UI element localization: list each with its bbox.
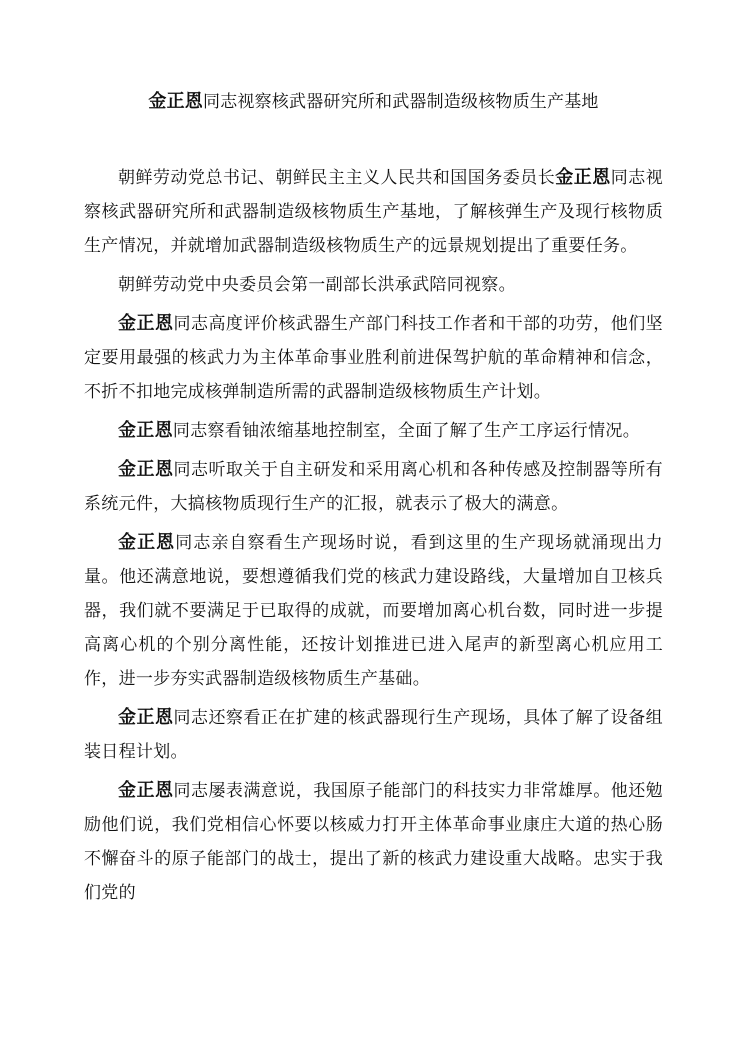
paragraph-8-text: 同志屡表满意说，我国原子能部门的科技实力非常雄厚。他还勉励他们说，我们党相信心怀要以核威力打开主体革命事业康庄大道的热心肠不懈奋斗的原子能部门的战士，提出了新的核武力建设重大战略。忠实于我们党的 [84,781,663,903]
paragraph-6 [84,526,663,696]
leader-name: 金正恩 [118,532,176,553]
paragraph-4 [84,414,663,448]
paragraph-1 [84,161,663,263]
leader-name: 金正恩 [555,167,611,188]
paragraph-8 [84,774,663,910]
leader-name: 金正恩 [118,459,174,480]
paragraph-5-text: 同志听取关于自主研发和采用离心机和各种传感及控制器等所有系统元件，大搞核物质现行生产的汇报，就表示了极大的满意。 [84,460,663,514]
title-text: 同志视察核武器研究所和武器制造级核物质生产基地 [203,92,599,112]
paragraph-3 [84,307,663,409]
leader-name: 金正恩 [118,780,174,801]
paragraph-7 [84,701,663,769]
leader-name: 金正恩 [118,707,174,728]
article-body [84,161,663,910]
leader-name: 金正恩 [118,313,174,334]
paragraph-6-text: 同志亲自察看生产现场时说，看到这里的生产现场就涌现出力量。他还满意地说，要想遵循我们党的核武力建设路线，大量增加自卫核兵器，我们就不要满足于已取得的成就，而要增加离心机台数，同时进一步提高离心机的个别分离性能，还按计划推进已进入尾声的新型离心机应用工作，进一步夯实武器制造级核物质生产基础。 [84,533,663,689]
paragraph-3-text: 同志高度评价核武器生产部门科技工作者和干部的功劳，他们坚定要用最强的核武力为主体革命事业胜利前进保驾护航的革命精神和信念，不折不扣地完成核弹制造所需的武器制造级核物质生产计划。 [84,314,663,402]
article-title [84,90,663,114]
paragraph-2 [84,268,663,302]
leader-name: 金正恩 [118,420,173,441]
paragraph-4-text: 同志察看铀浓缩基地控制室，全面了解了生产工序运行情况。 [172,421,641,441]
paragraph-1-text: 同志视察核武器研究所和武器制造级核物质生产基地，了解核弹生产及现行核物质生产情况，并就增加武器制造级核物质生产的远景规划提出了重要任务。 [84,168,663,256]
paragraph-2-text: 朝鲜劳动党中央委员会第一副部长洪承武陪同视察。 [118,275,516,295]
title-leader-name: 金正恩 [148,91,203,112]
paragraph-1-lead: 朝鲜劳动党总书记、朝鲜民主主义人民共和国国务委员长 [118,168,556,188]
paragraph-7-text: 同志还察看正在扩建的核武器现行生产现场，具体了解了设备组装日程计划。 [84,708,663,762]
paragraph-5 [84,453,663,521]
